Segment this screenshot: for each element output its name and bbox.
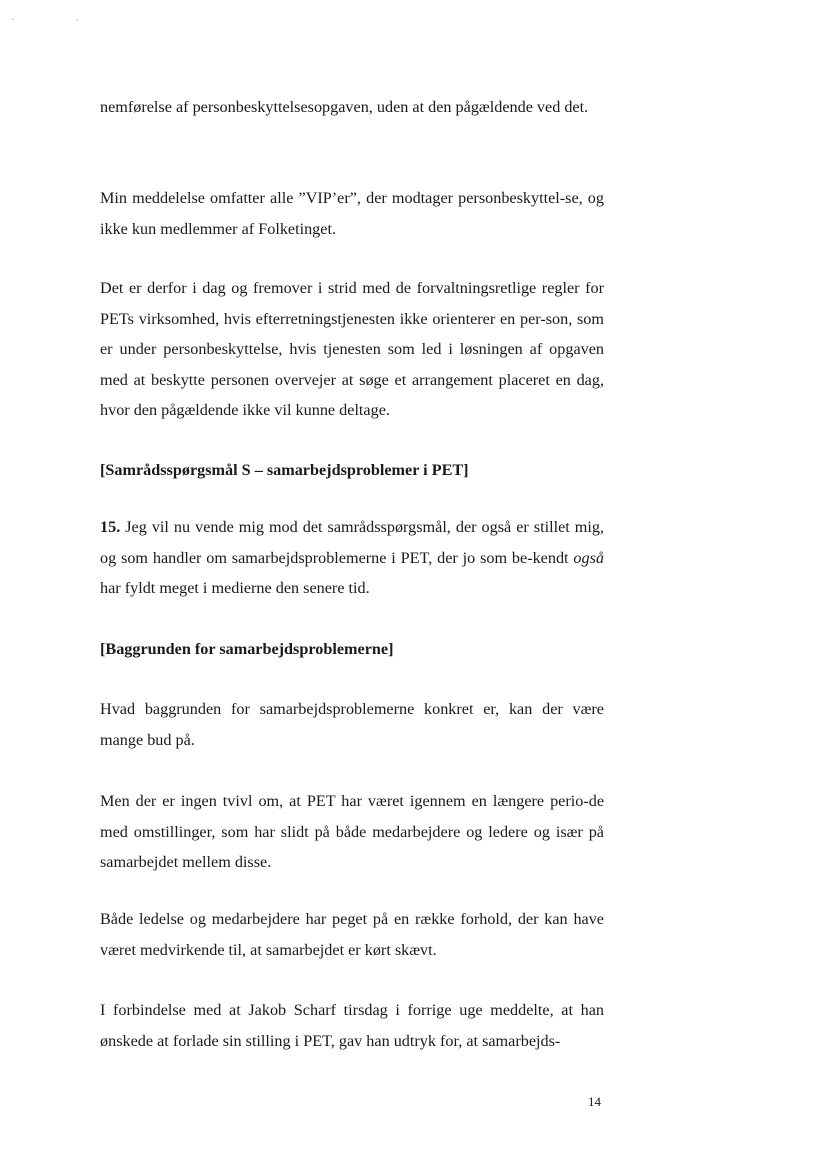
section-heading-background: [Baggrunden for samarbejdsproblemerne] [100, 640, 394, 658]
paragraph-15 [100, 512, 604, 604]
emphasis-text: også [573, 548, 604, 567]
paragraph-contributing-factors: Både ledelse og medarbejdere har peget på en række forhold, der kan have været medvirkende til, at samarbejdet er kørt skævt. [100, 910, 604, 959]
paragraph-background-causes: Hvad baggrunden for samarbejdsproblemerne konkret er, kan der være mange bud på. [100, 700, 604, 749]
scan-speck [76, 19, 78, 21]
paragraph-text: har fyldt meget i medierne den senere tid. [100, 579, 370, 597]
scan-speck [12, 18, 14, 20]
page-number: 14 [588, 1094, 601, 1109]
paragraph-continuation: nemførelse af personbeskyttelsesopgaven, uden at den pågældende ved det. [100, 98, 589, 116]
paragraph-administrative-rules: Det er derfor i dag og fremover i strid med de forvaltningsretlige regler for PETs virksomhed, hvis efterretningstjenesten ikke orienterer en per-son, som er under personbeskyttelse, hvis tjenesten som led i løsningen af opgaven med at beskytte personen overvejer at søge et arrangement placeret en dag, hvor den pågældende ikke vil kunne deltage. [100, 279, 604, 419]
paragraph-vip-notice: Min meddelelse omfatter alle ”VIP’er”, der modtager personbeskyttel-se, og ikke kun medlemmer af Folketinget. [100, 189, 604, 238]
paragraph-reorganisation: Men der er ingen tvivl om, at PET har været igennem en længere perio-de med omstillinger, som har slidt på både medarbejdere og ledere og især på samarbejdet mellem disse. [100, 792, 604, 871]
section-heading-samraad-s: [Samrådsspørgsmål S – samarbejdsproblemer i PET] [100, 461, 469, 479]
paragraph-scharf-resignation: I forbindelse med at Jakob Scharf tirsdag i forrige uge meddelte, at han ønskede at forlade sin stilling i PET, gav han udtryk for, at samarbejds- [100, 1001, 604, 1050]
paragraph-text: Jeg vil nu vende mig mod det samrådsspørgsmål, der også er stillet mig, og som handler om samarbejdsproblemerne i PET, der jo som be-kendt [100, 518, 604, 567]
paragraph-number: 15. [100, 518, 121, 536]
